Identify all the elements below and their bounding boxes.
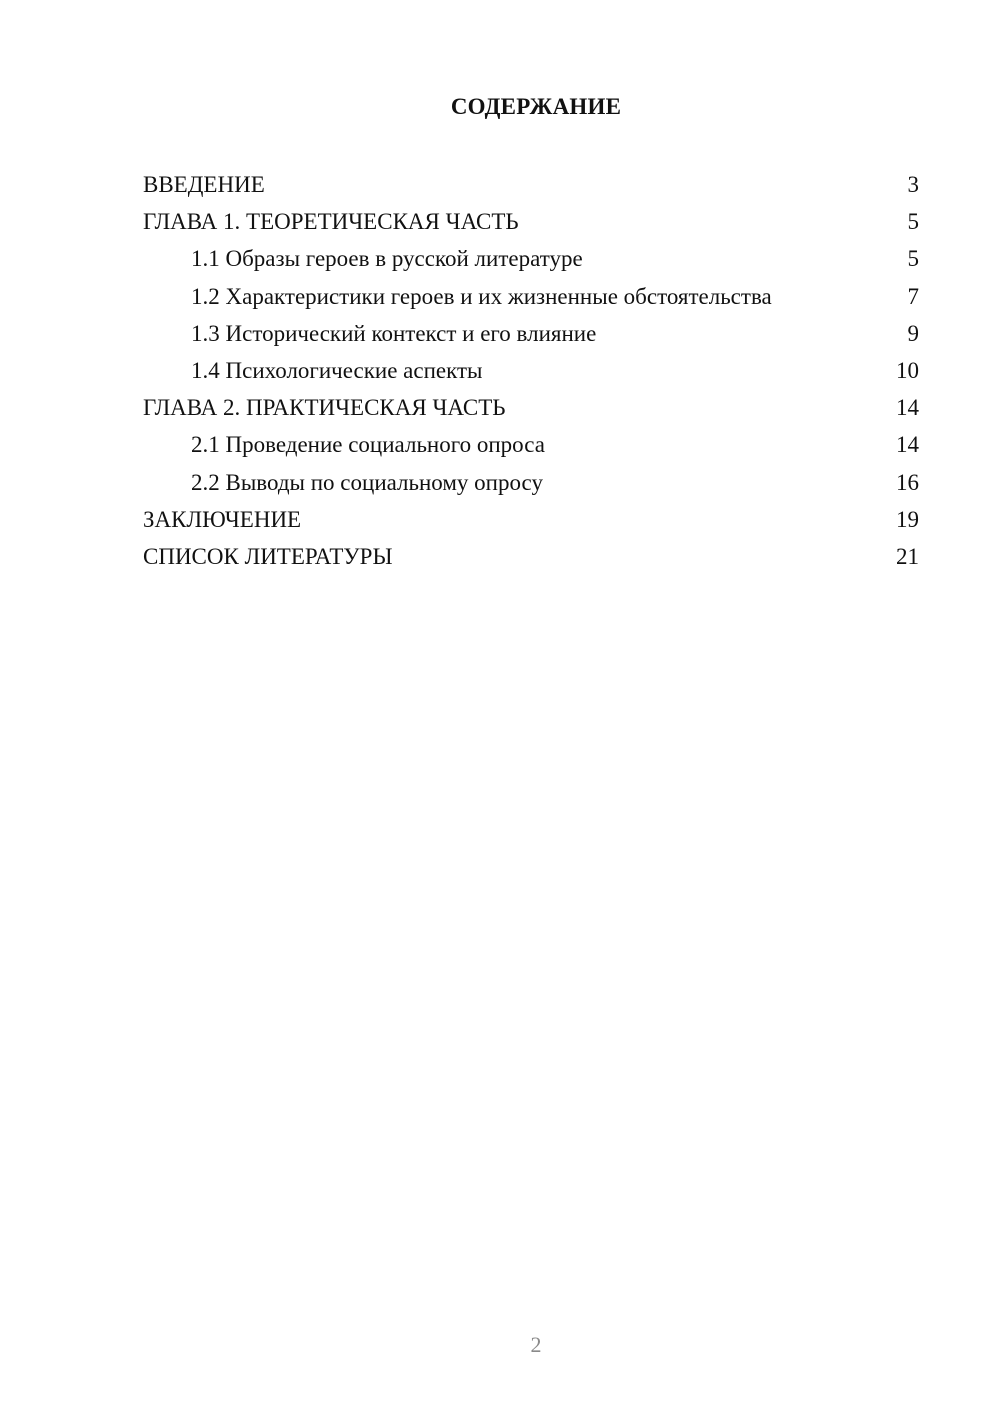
toc-entry-section-2-1[interactable] (143, 428, 919, 465)
toc-entry-page: 10 (896, 357, 919, 383)
toc-entry-page: 7 (907, 283, 919, 309)
toc-entry-text: 1.1 Образы героев в русской литературе (191, 246, 583, 272)
page-title: СОДЕРЖАНИЕ (450, 94, 622, 119)
toc-entry-section-1-2[interactable] (143, 280, 919, 317)
toc-entry-page: 5 (907, 209, 919, 235)
toc-entry-text: 1.4 Психологические аспекты (191, 357, 483, 383)
toc-entry-text: 2.1 Проведение социального опроса (191, 432, 545, 458)
toc-entry-page: 19 (896, 506, 919, 532)
page-number: 2 (530, 1332, 542, 1357)
toc-entry-introduction[interactable] (143, 168, 919, 205)
toc-entry-text: ВВЕДЕНИЕ (143, 172, 265, 197)
toc-entry-page: 14 (896, 432, 919, 458)
toc-entry-section-1-4[interactable] (143, 354, 919, 391)
toc-entry-text: 1.3 Исторический контекст и его влияние (191, 320, 597, 346)
toc-entry-text: ЗАКЛЮЧЕНИЕ (143, 506, 302, 532)
toc-entry-chapter-1[interactable] (143, 205, 919, 242)
toc-entry-text: 1.2 Характеристики героев и их жизненные обстоятельства (191, 283, 772, 309)
toc-entry-text: 2.2 Выводы по социальному опросу (191, 469, 543, 495)
toc-entry-page: 9 (907, 320, 919, 346)
toc-entry-page: 14 (896, 395, 919, 421)
toc-entry-page: 3 (907, 172, 919, 197)
toc-entry-chapter-2[interactable] (143, 391, 919, 428)
toc-entry-section-2-2[interactable] (143, 466, 919, 503)
toc-entry-page: 21 (896, 543, 919, 569)
toc-entry-text: СПИСОК ЛИТЕРАТУРЫ (143, 543, 393, 569)
toc-entry-text: ГЛАВА 1. ТЕОРЕТИЧЕСКАЯ ЧАСТЬ (143, 209, 519, 235)
toc-entry-section-1-1[interactable] (143, 242, 919, 279)
toc-entry-text: ГЛАВА 2. ПРАКТИЧЕСКАЯ ЧАСТЬ (143, 395, 506, 421)
toc-entry-page: 16 (896, 469, 919, 495)
table-of-contents (143, 168, 919, 577)
toc-entry-section-1-3[interactable] (143, 317, 919, 354)
toc-entry-conclusion[interactable] (143, 503, 919, 540)
toc-entry-page: 5 (907, 246, 919, 272)
toc-entry-references[interactable] (143, 540, 919, 577)
